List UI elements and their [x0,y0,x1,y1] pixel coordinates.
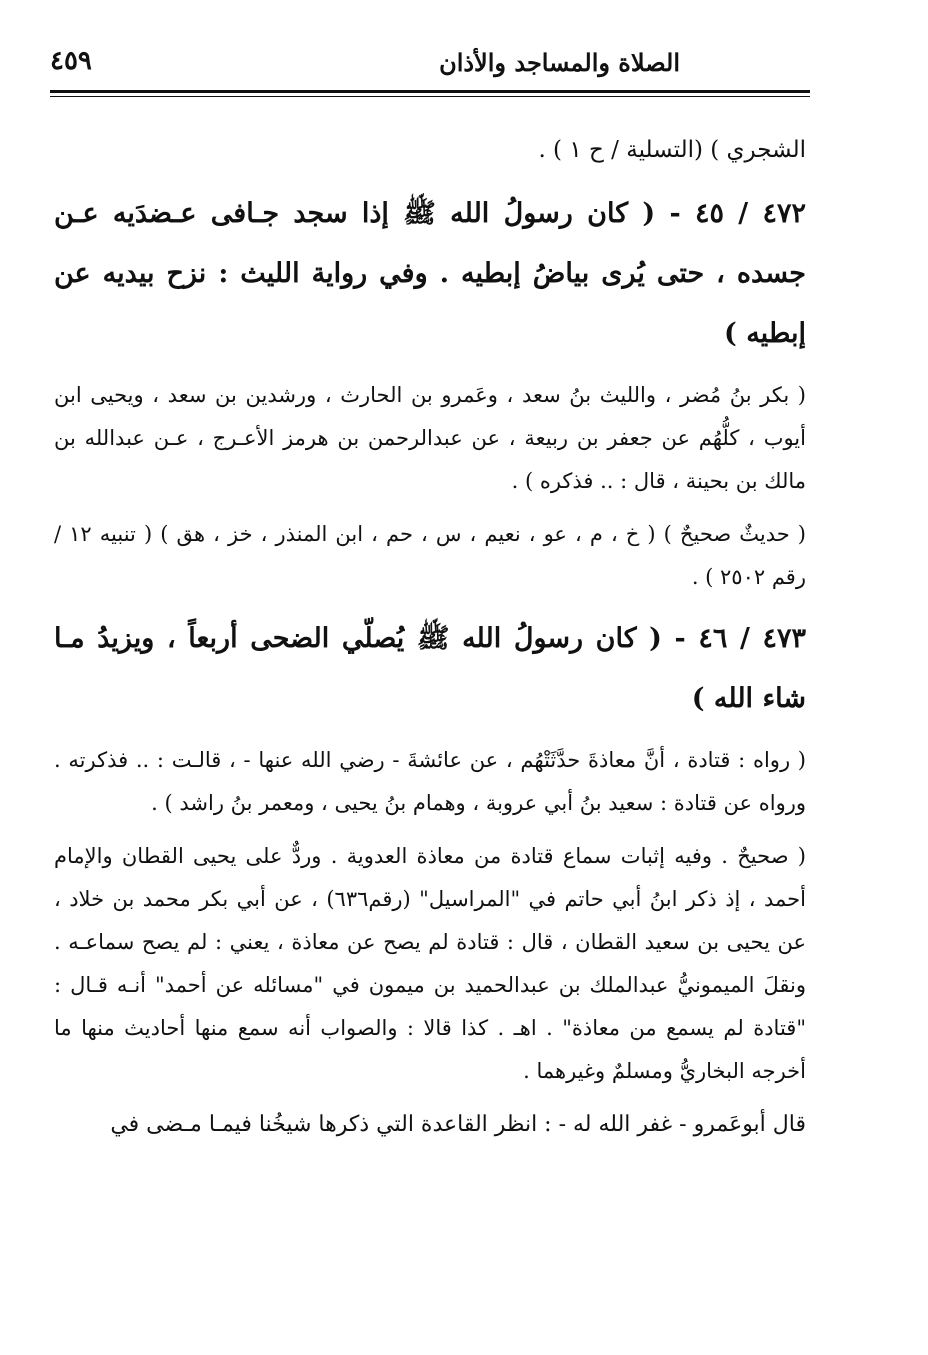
author-note: قال أبوعَمرو - غفر الله له - : انظر القاعدة التي ذكرها شيخُنا فيمـا مـضى في [110,1112,806,1137]
header-divider-thin [50,96,810,97]
grade-473: ( صحيحٌ . وفيه إثبات سماع قتادة من معاذة العدوية . وردٌّ على يحيى القطان والإمام أحمد ، إذ ذكر ابنُ أبي حاتم في "المراسيل" (رقم٦٣٦) ، عن أبي بكر محمد بن خلاد ، عن يحيى بن سعيد القطان ، قال : قتادة لم يصح عن معاذة ، يعني : لم يصح سماعـه . ونقلَ الميمونيُّ عبدالملك بن عبدالحميد بن ميمون في "مسائله عن أحمد" أنـه قـال : "قتادة لم يسمع من معاذة" . اهـ . كذا قالا : والصواب أنه سمع منها أحاديث منها ما أخرجه البخاريُّ ومسلمٌ وغيرهما . [54,844,806,1083]
chapter-title: الصلاة والمساجد والأذان [439,48,680,77]
continuation-text: الشجري ) (التسلية / ح ١ ) . [538,137,806,163]
header-divider [50,90,810,93]
hadith-473: ٤٧٣ / ٤٦ - ( كان رسولُ الله ﷺ يُصلّي الضحى أربعاً ، ويزيدُ مـا شاء الله ) [54,623,806,714]
isnad-472: ( بكر بنُ مُضر ، والليث بنُ سعد ، وعَمرو بن الحارث ، ورشدين بن سعد ، ويحيى ابن أيوب ، كلُّهُم عن جعفر بن ربيعة ، عن عبدالرحمن بن هرمز الأعـرج ، عـن عبدالله بن مالك بن بحينة ، قال : .. فذكره ) . [54,383,806,493]
grade-472: ( حديثٌ صحيحٌ ) ( خ ، م ، عو ، نعيم ، س ، حم ، ابن المنذر ، خز ، هق ) ( تنبيه ١٢ / رقم ٢٥٠٢ ) . [54,522,806,589]
hadith-472: ٤٧٢ / ٤٥ - ( كان رسولُ الله ﷺ إذا سجد جـافى عـضدَيه عـن جسده ، حتى يُرى بياضُ إبطيه . وفي رواية الليث : نزح بيديه عن إبطيه ) [54,198,806,349]
isnad-473: ( رواه : قتادة ، أنَّ معاذةَ حدَّثَتْهُم ، عن عائشةَ - رضي الله عنها - ، قالـت : .. فذكرته . ورواه عن قتادة : سعيد بنُ أبي عروبة ، وهمام بنُ يحيى ، ومعمر بنُ راشد ) . [54,748,806,815]
page-header [50,38,810,88]
page-body [54,128,806,1146]
page-number: ٤٥٩ [50,46,92,76]
